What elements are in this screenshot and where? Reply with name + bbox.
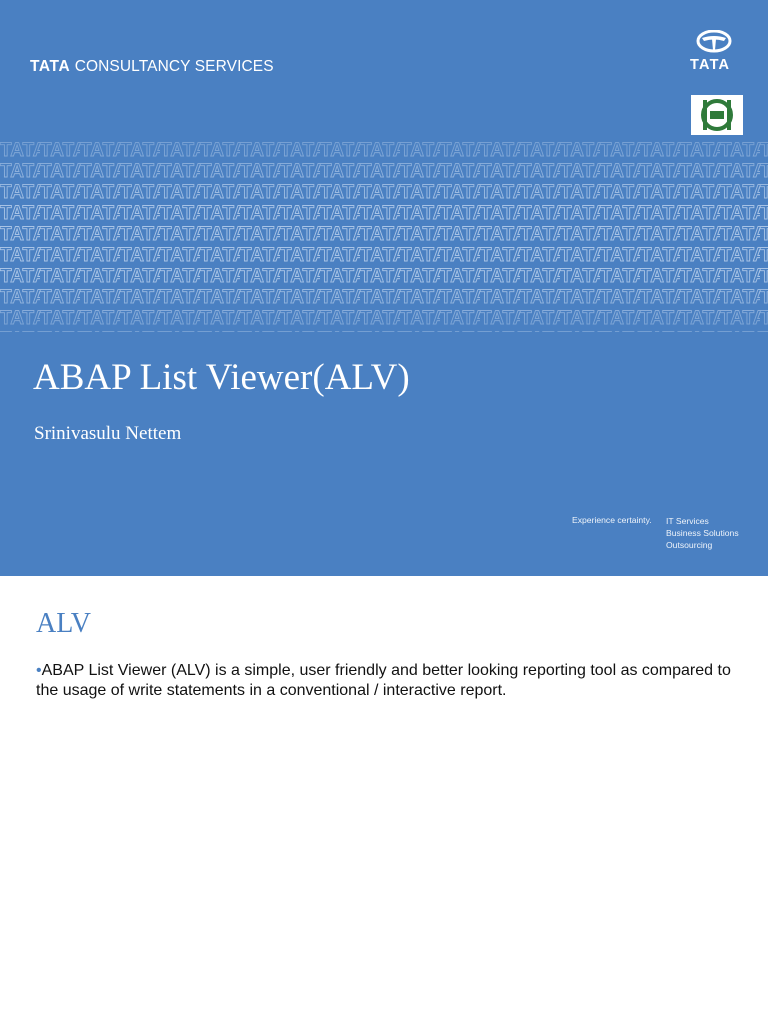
bullet-paragraph [36, 661, 736, 701]
service-item: Business Solutions [666, 528, 739, 538]
presentation-title: ABAP List Viewer(ALV) [33, 357, 410, 398]
company-name-bold: TATA [30, 58, 71, 75]
tata-logo-word: TATA [690, 57, 731, 73]
slide-heading: ALV [36, 608, 91, 639]
bullet-icon: • [36, 662, 42, 679]
service-item: Outsourcing [666, 540, 713, 550]
tagline: Experience certainty. [572, 515, 652, 525]
author-name: Srinivasulu Nettem [34, 423, 182, 444]
tata-pattern-band [0, 140, 768, 332]
company-name [30, 58, 274, 76]
bullet-text: ABAP List Viewer (ALV) is a simple, user friendly and better looking reporting tool as compared to the usage of write statements in a conventional / interactive report. [36, 662, 731, 699]
service-item: IT Services [666, 516, 709, 526]
certification-badge-icon [691, 95, 743, 135]
services-list [666, 515, 739, 551]
company-name-rest: CONSULTANCY SERVICES [70, 58, 274, 75]
